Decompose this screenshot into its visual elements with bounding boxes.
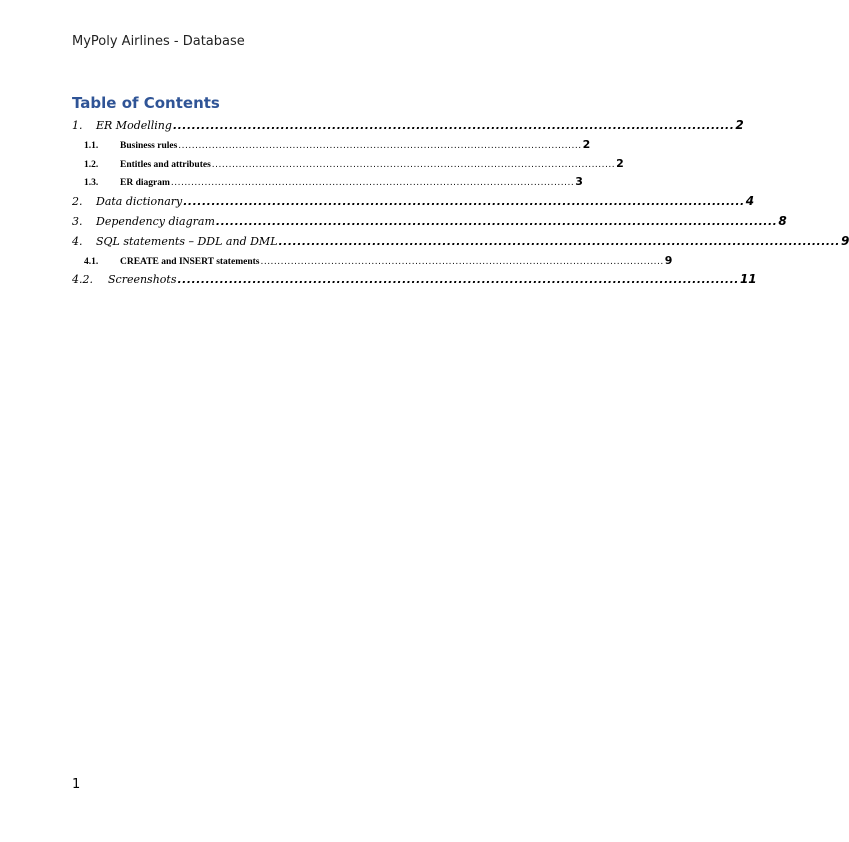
- toc-entry-title: ER diagram: [120, 178, 170, 188]
- toc-entry-title: SQL statements – DDL and DML: [96, 234, 278, 248]
- toc-title: Table of Contents: [72, 94, 220, 112]
- toc-entry-sql-statements[interactable]: [72, 233, 849, 254]
- toc-entry-page: 3: [575, 175, 583, 188]
- toc-dot-leader: ........................................................................................................................: [211, 159, 616, 170]
- toc-dot-leader: ........................................................................................................................: [178, 141, 582, 151]
- toc-entry-number: 1.2.: [84, 159, 99, 170]
- toc-dot-leader: ........................................................................................................................: [183, 194, 745, 208]
- toc-entry-entities-attributes[interactable]: [72, 156, 624, 176]
- toc-entry-title: Data dictionary: [96, 194, 183, 208]
- toc-entry-title: Dependency diagram: [96, 214, 215, 228]
- toc-entry-number: 2.: [72, 194, 83, 208]
- toc-dot-leader: ........................................................................................................................: [215, 214, 778, 228]
- toc-entry-page: 9: [664, 253, 673, 267]
- toc-entry-number: 1.: [72, 119, 83, 132]
- toc-entry-page: 11: [739, 272, 757, 286]
- toc-entry-title: ER Modelling: [96, 119, 172, 132]
- toc-dot-leader: ........................................................................................................................: [278, 234, 840, 248]
- toc-dot-leader: ........................................................................................................................: [260, 256, 664, 267]
- toc-entry-page: 8: [778, 213, 787, 228]
- toc-entry-dependency-diagram[interactable]: [72, 213, 787, 234]
- toc-entry-number: 1.1.: [84, 141, 99, 151]
- toc-entry-title: Entitles and attributes: [120, 159, 211, 170]
- toc-entry-title: Screenshots: [108, 273, 177, 286]
- toc-entry-page: 9: [840, 233, 849, 248]
- toc-entry-page: 2: [582, 138, 591, 151]
- toc-entry-page: 2: [616, 156, 624, 170]
- toc-entry-er-diagram[interactable]: [72, 175, 583, 194]
- toc-dot-leader: ........................................................................................................................: [170, 178, 575, 188]
- toc-entry-number: 4.2.: [72, 273, 93, 286]
- toc-entry-er-modelling[interactable]: [72, 118, 744, 138]
- page-number: 1: [72, 777, 81, 792]
- toc-entry-number: 1.3.: [84, 178, 99, 188]
- table-of-contents: [72, 118, 849, 292]
- toc-entry-page: 2: [735, 118, 744, 132]
- toc-entry-create-insert[interactable]: [72, 253, 673, 273]
- toc-dot-leader: ........................................................................................................................: [172, 119, 735, 132]
- page-header: MyPoly Airlines - Database: [72, 34, 245, 49]
- toc-entry-number: 4.: [72, 234, 83, 248]
- toc-entry-title: CREATE and INSERT statements: [120, 256, 260, 267]
- toc-entry-screenshots[interactable]: [72, 272, 757, 292]
- toc-entry-business-rules[interactable]: [72, 138, 591, 157]
- toc-dot-leader: ........................................................................................................................: [177, 273, 739, 286]
- toc-entry-number: 4.1.: [84, 256, 99, 267]
- toc-entry-number: 3.: [72, 214, 83, 228]
- toc-entry-page: 4: [745, 193, 755, 208]
- toc-entry-title: Business rules: [120, 141, 178, 151]
- toc-entry-data-dictionary[interactable]: [72, 193, 755, 214]
